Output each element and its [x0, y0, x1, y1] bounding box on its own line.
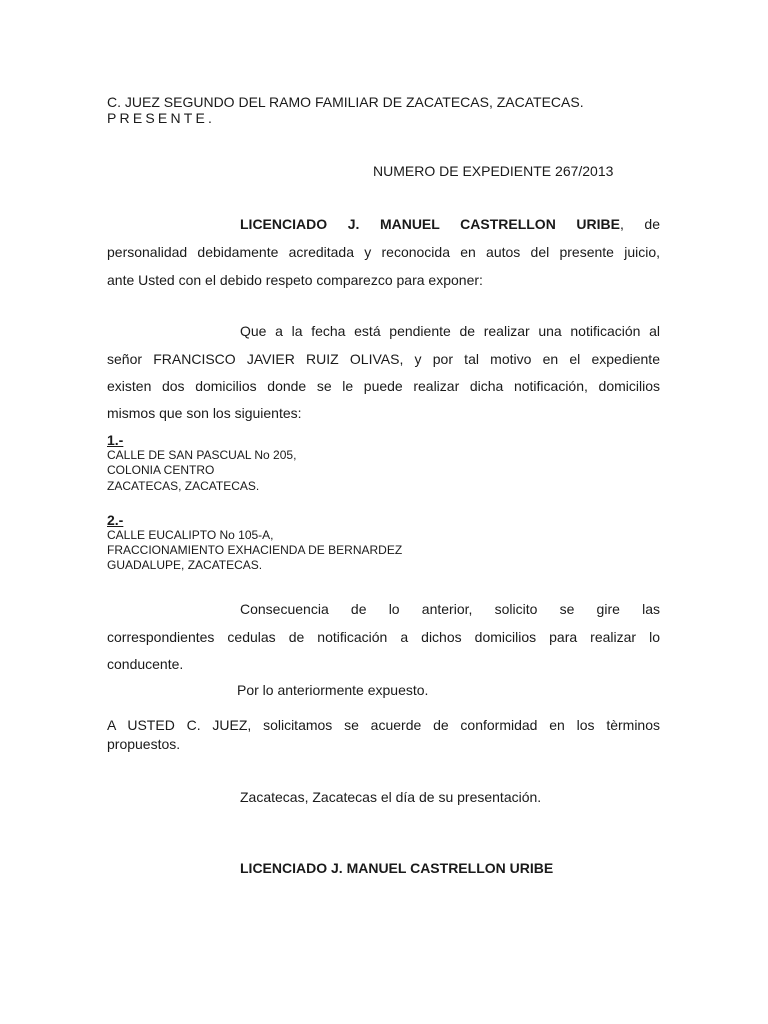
body1-line-4: mismos que son los siguientes: [107, 405, 302, 421]
presente-line: PRESENTE. [107, 110, 216, 126]
address-2-number: 2.- [107, 512, 124, 528]
intro-line-2: personalidad debidamente acreditada y reconocida en autos del presente juicio, [107, 244, 660, 260]
address-2-street: CALLE EUCALIPTO No 105-A, [107, 528, 274, 542]
signature-name: LICENCIADO J. MANUEL CASTRELLON URIBE [240, 860, 554, 876]
address-1-city: ZACATECAS, ZACATECAS. [107, 479, 260, 493]
body1-line-3: existen dos domicilios donde se le puede realizar dicha notificación, domicilios [107, 378, 660, 394]
expediente-number: NUMERO DE EXPEDIENTE 267/2013 [373, 163, 614, 179]
body2-line-4: Por lo anteriormente expuesto. [237, 682, 429, 698]
intro-line-3: ante Usted con el debido respeto comparezco para exponer: [107, 272, 483, 288]
body1-line-1: Que a la fecha está pendiente de realizar una notificación al [240, 323, 660, 339]
body2-line-1: Consecuencia de lo anterior, solicito se gire las [240, 601, 660, 617]
address-2-colony: FRACCIONAMIENTO EXHACIENDA DE BERNARDEZ [107, 543, 403, 557]
petition-line-1: A USTED C. JUEZ, solicitamos se acuerde de conformidad en los tèrminos [107, 717, 660, 733]
addressee-line: C. JUEZ SEGUNDO DEL RAMO FAMILIAR DE ZACATECAS, ZACATECAS. [107, 94, 584, 110]
petition-line-2: propuestos. [107, 736, 181, 752]
body1-line-2: señor FRANCISCO JAVIER RUIZ OLIVAS, y por tal motivo en el expediente [107, 351, 660, 367]
place-date: Zacatecas, Zacatecas el día de su presentación. [240, 789, 542, 805]
body2-line-2: correspondientes cedulas de notificación a dichos domicilios para realizar lo [107, 629, 660, 645]
lawyer-name: LICENCIADO J. MANUEL CASTRELLON URIBE [240, 216, 620, 232]
address-1-number: 1.- [107, 432, 124, 448]
address-1-street: CALLE DE SAN PASCUAL No 205, [107, 448, 297, 462]
address-1-colony: COLONIA CENTRO [107, 463, 215, 477]
intro-line-1 [107, 216, 660, 232]
body2-line-3: conducente. [107, 656, 184, 672]
address-2-city: GUADALUPE, ZACATECAS. [107, 558, 263, 572]
intro-after-name: , de [619, 216, 660, 232]
